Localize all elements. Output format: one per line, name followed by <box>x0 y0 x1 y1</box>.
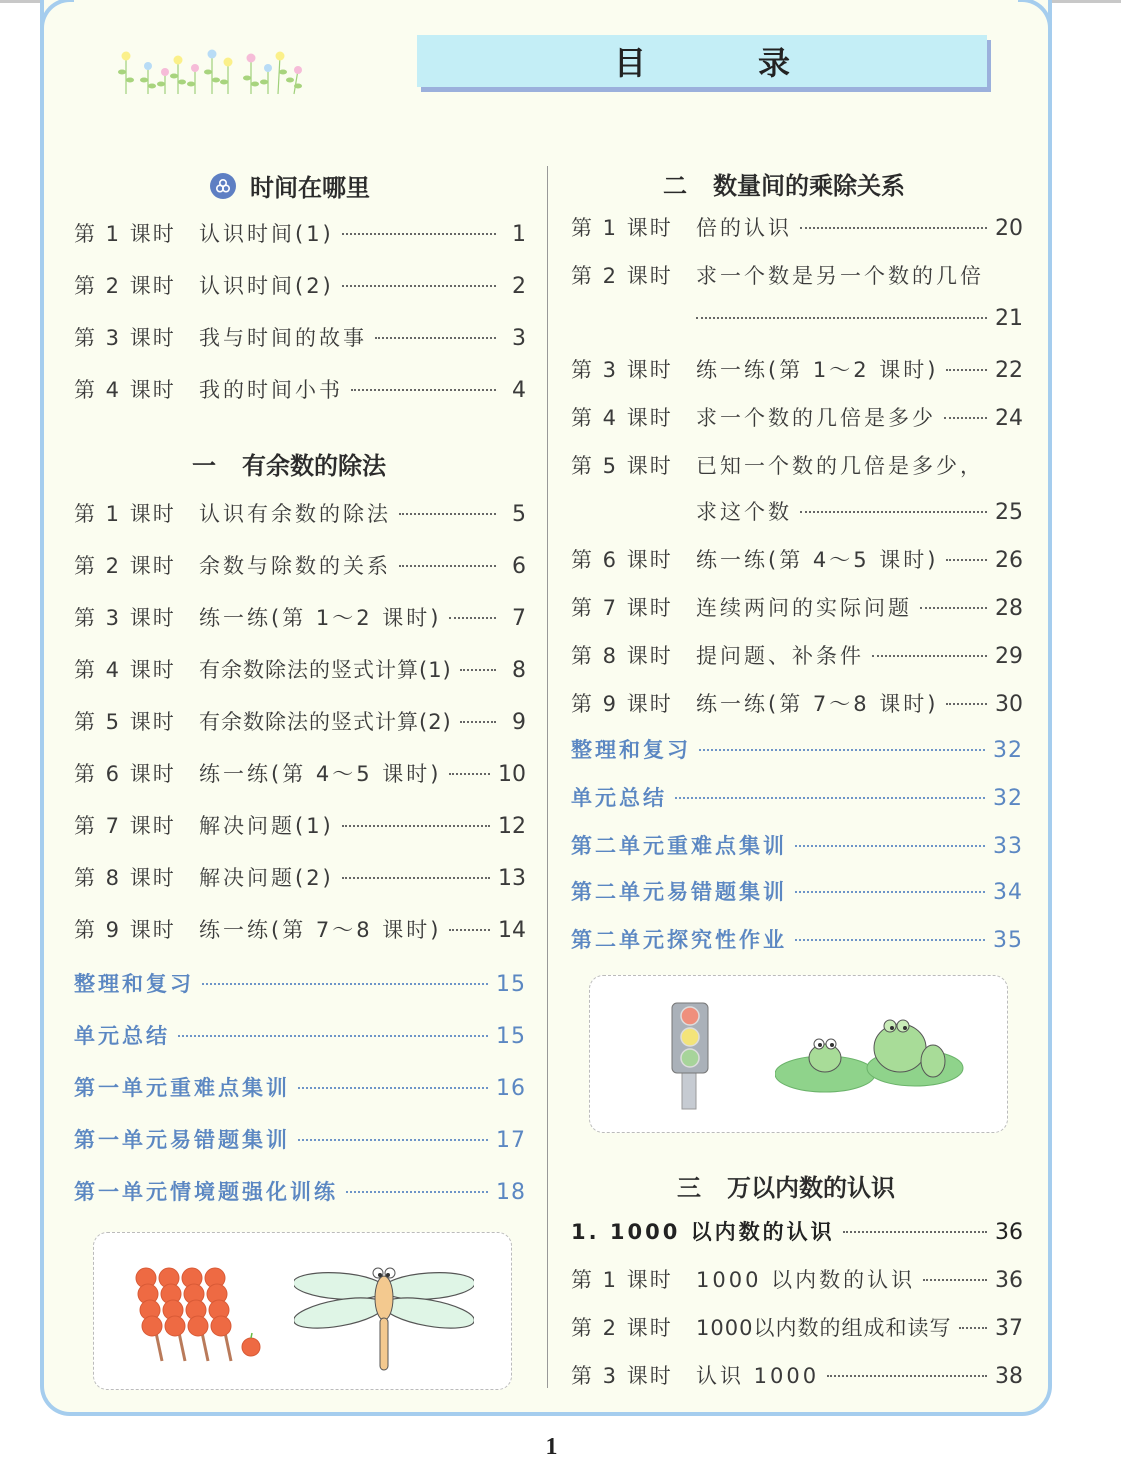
toc-entry[interactable] <box>571 592 1023 622</box>
lesson-label: 第 2 课时 <box>74 274 176 298</box>
page-ref: 22 <box>995 358 1023 383</box>
toc-entry-mistakes[interactable] <box>74 1124 526 1154</box>
page-ref: 32 <box>993 786 1023 811</box>
unit-heading-1 <box>192 446 386 481</box>
page-ref: 15 <box>496 1024 526 1049</box>
lesson-label: 第 6 课时 <box>571 548 673 572</box>
toc-entry[interactable] <box>74 550 526 580</box>
leader-dots <box>944 417 987 419</box>
leader-dots <box>795 939 985 941</box>
toc-entry-continued[interactable] <box>571 496 1023 526</box>
leader-dots <box>342 877 490 879</box>
lesson-topic: 认识时间(1) <box>199 222 334 246</box>
page-ref: 9 <box>512 710 526 735</box>
unit-title: 万以内数的认识 <box>727 1174 895 1202</box>
page-ref: 16 <box>496 1076 526 1101</box>
lesson-label: 第 3 课时 <box>571 358 673 382</box>
page-ref: 1 <box>512 222 526 247</box>
lesson-topic: 求这个数 <box>696 500 792 524</box>
lesson-label: 第 1 课时 <box>571 216 673 240</box>
toc-entry[interactable] <box>571 1264 1023 1294</box>
lesson-label: 第 4 课时 <box>571 406 673 430</box>
toc-entry[interactable] <box>74 498 526 528</box>
leader-dots <box>920 607 987 609</box>
toc-entry-key-points[interactable] <box>571 830 1023 860</box>
lesson-topic: 有余数除法的竖式计算(2) <box>199 710 452 734</box>
page-ref: 26 <box>995 548 1023 573</box>
toc-entry[interactable] <box>74 862 526 892</box>
leader-dots <box>342 825 490 827</box>
three-circles-icon <box>210 173 236 199</box>
leader-dots <box>346 1191 488 1193</box>
unit-heading-2 <box>663 166 905 201</box>
leader-dots <box>946 559 987 561</box>
lesson-label: 第 9 课时 <box>571 692 673 716</box>
unit-title: 数量间的乘除关系 <box>713 172 905 200</box>
page-ref: 30 <box>995 692 1023 717</box>
leader-dots <box>449 929 490 931</box>
lesson-topic: 连续两问的实际问题 <box>696 596 912 620</box>
unit-title: 时间在哪里 <box>250 174 370 202</box>
page-ref: 3 <box>512 326 526 351</box>
page-ref: 18 <box>496 1180 526 1205</box>
page-ref: 33 <box>993 834 1023 859</box>
leader-dots <box>827 1375 987 1377</box>
lesson-topic: 解决问题(1) <box>199 814 334 838</box>
leader-dots <box>449 773 490 775</box>
leader-dots <box>872 655 987 657</box>
illustration-left <box>93 1232 512 1390</box>
entry-topic: 第二单元探究性作业 <box>571 928 787 952</box>
toc-entry[interactable] <box>571 354 1023 384</box>
leader-dots <box>351 389 496 391</box>
leader-dots <box>342 285 496 287</box>
lesson-topic: 余数与除数的关系 <box>199 554 391 578</box>
lesson-label: 第 7 课时 <box>74 814 176 838</box>
traffic-light-icon <box>670 1001 715 1111</box>
leader-dots <box>178 1035 488 1037</box>
toc-entry[interactable] <box>74 654 526 684</box>
page-ref: 12 <box>498 814 526 839</box>
page-ref: 4 <box>512 378 526 403</box>
leader-dots <box>399 513 496 515</box>
lesson-topic: 有余数除法的竖式计算(1) <box>199 658 452 682</box>
page-ref: 20 <box>995 216 1023 241</box>
unit-number: 二 <box>663 172 687 200</box>
leader-dots <box>795 891 985 893</box>
page-ref: 25 <box>995 500 1023 525</box>
toc-entry[interactable] <box>571 402 1023 432</box>
frogs-on-lily-pads-icon <box>775 1016 965 1096</box>
lesson-topic: 倍的认识 <box>696 216 792 240</box>
lesson-topic: 练一练(第 4～5 课时) <box>696 548 939 572</box>
leader-dots <box>375 337 496 339</box>
leader-dots <box>202 983 488 985</box>
toc-entry[interactable] <box>571 640 1023 670</box>
lesson-topic: 已知一个数的几倍是多少， <box>696 454 984 478</box>
illustration-right <box>589 975 1008 1133</box>
lesson-label: 第 3 课时 <box>74 326 176 350</box>
leader-dots <box>959 1327 987 1329</box>
page-ref: 13 <box>498 866 526 891</box>
entry-topic: 第二单元易错题集训 <box>571 880 787 904</box>
page-ref: 8 <box>512 658 526 683</box>
lesson-topic: 我与时间的故事 <box>199 326 367 350</box>
leader-dots <box>399 565 496 567</box>
page-ref: 36 <box>995 1268 1023 1293</box>
lesson-topic: 练一练(第 4～5 课时) <box>199 762 442 786</box>
page-ref: 14 <box>498 918 526 943</box>
lesson-topic: 练一练(第 7～8 课时) <box>696 692 939 716</box>
page-ref: 10 <box>498 762 526 787</box>
lesson-topic: 练一练(第 7～8 课时) <box>199 918 442 942</box>
toc-entry[interactable] <box>571 450 1023 480</box>
lesson-label: 第 4 课时 <box>74 378 176 402</box>
lesson-topic: 求一个数是另一个数的几倍 <box>696 264 984 288</box>
lesson-label: 第 6 课时 <box>74 762 176 786</box>
title-banner <box>417 35 987 87</box>
lesson-label: 第 8 课时 <box>74 866 176 890</box>
toc-entry[interactable] <box>74 706 526 736</box>
leader-dots <box>449 617 496 619</box>
lesson-topic: 练一练(第 1～2 课时) <box>696 358 939 382</box>
leader-dots <box>800 511 987 513</box>
lesson-topic: 我的时间小书 <box>199 378 343 402</box>
leader-dots <box>696 317 987 319</box>
entry-topic: 单元总结 <box>74 1024 170 1048</box>
toc-entry[interactable] <box>74 810 526 840</box>
leader-dots <box>946 369 987 371</box>
page-ref: 15 <box>496 972 526 997</box>
lesson-label: 第 9 课时 <box>74 918 176 942</box>
toc-entry[interactable] <box>74 322 526 352</box>
lesson-label: 第 5 课时 <box>571 454 673 478</box>
lesson-topic: 解决问题(2) <box>199 866 334 890</box>
lesson-label: 第 3 课时 <box>74 606 176 630</box>
entry-topic: 第一单元情境题强化训练 <box>74 1180 338 1204</box>
toc-entry-summary[interactable] <box>74 1020 526 1050</box>
lesson-topic: 练一练(第 1～2 课时) <box>199 606 442 630</box>
unit-number: 一 <box>192 452 216 480</box>
toc-entry-scenario[interactable] <box>74 1176 526 1206</box>
page-ref: 29 <box>995 644 1023 669</box>
lesson-label: 第 2 课时 <box>571 1316 673 1340</box>
page-ref: 21 <box>995 306 1023 331</box>
entry-topic: 整理和复习 <box>74 972 194 996</box>
page-ref: 35 <box>993 928 1023 953</box>
flowers-decoration-icon <box>118 44 328 99</box>
entry-topic: 第一单元易错题集训 <box>74 1128 290 1152</box>
toc-entry[interactable] <box>74 218 526 248</box>
lesson-topic: 认识 1000 <box>696 1364 820 1388</box>
toc-entry-key-points[interactable] <box>74 1072 526 1102</box>
page-ref: 24 <box>995 406 1023 431</box>
lesson-label: 第 2 课时 <box>571 264 673 288</box>
entry-topic: 第二单元重难点集训 <box>571 834 787 858</box>
leader-dots <box>460 669 496 671</box>
lesson-topic: 1000以内数的组成和读写 <box>696 1316 952 1340</box>
toc-entry-continued[interactable] <box>571 306 1023 336</box>
page-ref: 32 <box>993 738 1023 763</box>
page-title: 目 录 <box>613 44 830 82</box>
toc-entry-summary[interactable] <box>571 782 1023 812</box>
toc-entry[interactable] <box>571 212 1023 242</box>
toc-entry[interactable] <box>74 914 526 944</box>
leader-dots <box>699 749 985 751</box>
unit-title: 有余数的除法 <box>242 452 386 480</box>
toc-entry[interactable] <box>74 758 526 788</box>
page-ref: 38 <box>995 1364 1023 1389</box>
lesson-label: 第 8 课时 <box>571 644 673 668</box>
toc-entry-mistakes[interactable] <box>571 876 1023 906</box>
column-divider <box>547 166 548 1388</box>
toc-entry[interactable] <box>74 602 526 632</box>
unit-heading-3 <box>677 1168 895 1203</box>
page-ref: 28 <box>995 596 1023 621</box>
section-topic: 1. 1000 以内数的认识 <box>571 1220 835 1244</box>
page-ref: 7 <box>512 606 526 631</box>
unit-heading-time <box>210 168 370 203</box>
lesson-label: 第 2 课时 <box>74 554 176 578</box>
entry-topic: 整理和复习 <box>571 738 691 762</box>
page-ref: 6 <box>512 554 526 579</box>
toc-entry[interactable] <box>571 1312 1023 1342</box>
lesson-label: 第 1 课时 <box>74 502 176 526</box>
page-ref: 34 <box>993 880 1023 905</box>
dragonfly-icon <box>294 1263 474 1373</box>
lesson-label: 第 1 课时 <box>74 222 176 246</box>
entry-topic: 第一单元重难点集训 <box>74 1076 290 1100</box>
toc-entry[interactable] <box>74 270 526 300</box>
lesson-label: 第 1 课时 <box>571 1268 673 1292</box>
lesson-label: 第 7 课时 <box>571 596 673 620</box>
lesson-topic: 求一个数的几倍是多少 <box>696 406 936 430</box>
page-ref: 37 <box>995 1316 1023 1341</box>
lesson-topic: 提问题、补条件 <box>696 644 864 668</box>
entry-topic: 单元总结 <box>571 786 667 810</box>
leader-dots <box>923 1279 987 1281</box>
toc-entry[interactable] <box>571 1360 1023 1390</box>
leader-dots <box>342 233 496 235</box>
lesson-topic: 认识有余数的除法 <box>199 502 391 526</box>
leader-dots <box>298 1087 488 1089</box>
toc-section-entry[interactable] <box>571 1216 1023 1246</box>
leader-dots <box>795 845 985 847</box>
toc-entry[interactable] <box>571 544 1023 574</box>
lesson-label: 第 3 课时 <box>571 1364 673 1388</box>
page-ref: 5 <box>512 502 526 527</box>
page-ref: 36 <box>995 1220 1023 1245</box>
lesson-topic: 1000 以内数的认识 <box>696 1268 916 1292</box>
toc-entry-inquiry[interactable] <box>571 924 1023 954</box>
toc-entry[interactable] <box>571 260 1023 290</box>
leader-dots <box>460 721 496 723</box>
toc-entry[interactable] <box>571 688 1023 718</box>
lesson-label: 第 5 课时 <box>74 710 176 734</box>
toc-entry-review[interactable] <box>74 968 526 998</box>
page-ref: 17 <box>496 1128 526 1153</box>
leader-dots <box>675 797 985 799</box>
leader-dots <box>843 1231 987 1233</box>
leader-dots <box>800 227 987 229</box>
lesson-topic: 认识时间(2) <box>199 274 334 298</box>
page-number: 1 <box>545 1434 558 1460</box>
page-ref: 2 <box>512 274 526 299</box>
lesson-label: 第 4 课时 <box>74 658 176 682</box>
leader-dots <box>946 703 987 705</box>
toc-entry-review[interactable] <box>571 734 1023 764</box>
unit-number: 三 <box>677 1174 701 1202</box>
toc-entry[interactable] <box>74 374 526 404</box>
leader-dots <box>298 1139 488 1141</box>
